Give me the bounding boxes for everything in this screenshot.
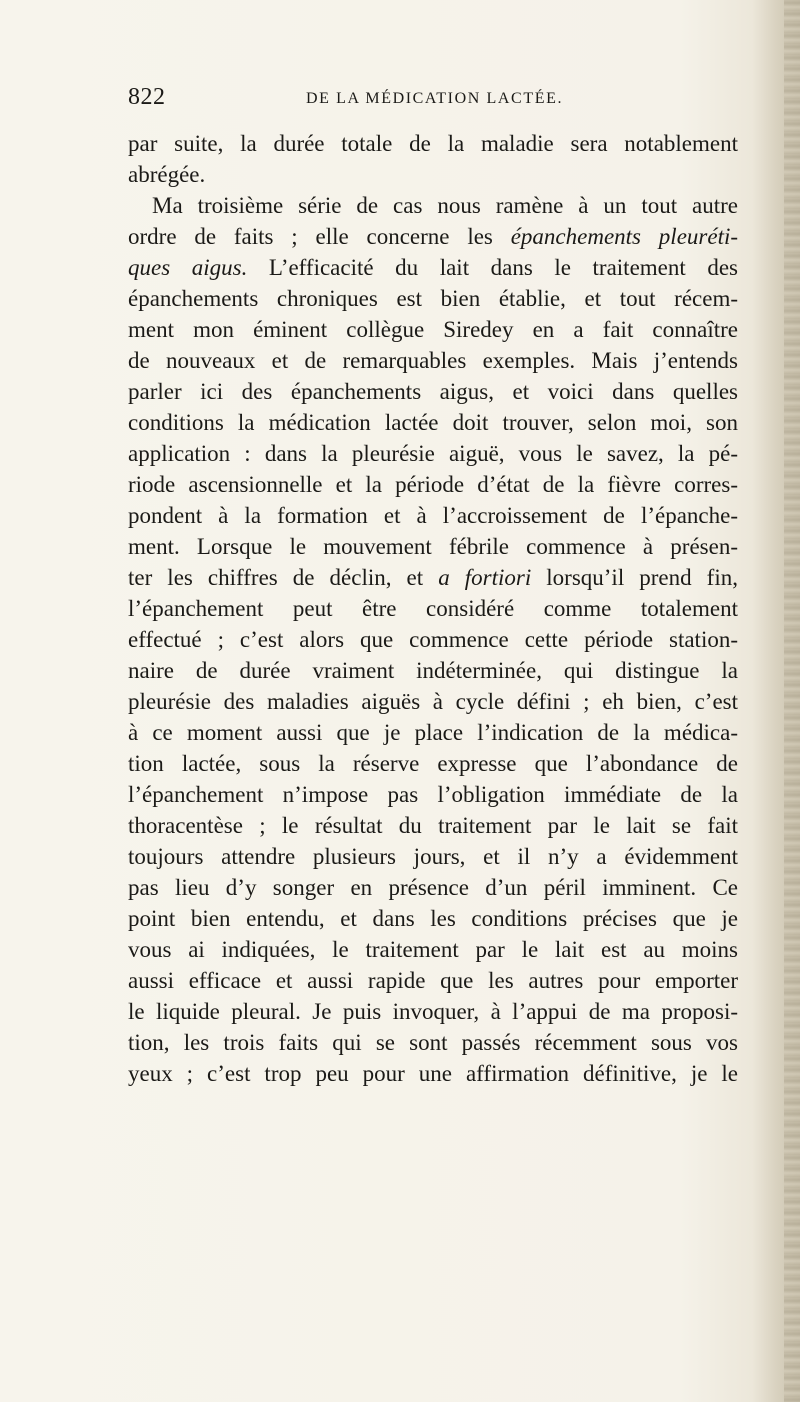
text-line: aussi efficace et aussi rapide que les autres pour emporter	[128, 968, 738, 993]
text-line: parler ici des épanchements aigus, et voici dans quelles	[128, 379, 738, 404]
text-line: ment. Lorsque le mouvement fébrile commence à présen-	[128, 534, 738, 559]
text-line: à ce moment aussi que je place l’indication de la médica-	[128, 720, 738, 745]
text-line: riode ascensionnelle et la période d’état de la fièvre corres-	[128, 472, 738, 497]
running-title: DE LA MÉDICATION LACTÉE.	[306, 90, 564, 107]
text-line: yeux ; c’est trop peu pour une affirmation définitive, je le	[128, 1061, 738, 1086]
text-line	[128, 252, 738, 283]
text-segment: ordre de faits ; elle concerne les	[128, 224, 511, 249]
text-line: de nouveaux et de remarquables exemples. Mais j’entends	[128, 348, 738, 373]
text-segment: lorsqu’il prend fin,	[531, 565, 738, 590]
text-line: toujours attendre plusieurs jours, et il n’y a évidemment	[128, 844, 738, 869]
text-line: le liquide pleural. Je puis invoquer, à l’appui de ma proposi-	[128, 999, 738, 1024]
text-line: Ma troisième série de cas nous ramène à un tout autre	[152, 193, 738, 218]
italic-phrase: a fortiori	[438, 565, 532, 590]
text-line: l’épanchement n’impose pas l’obligation immédiate de la	[128, 782, 738, 807]
text-line: ment mon éminent collègue Siredey en a fait connaître	[128, 317, 738, 342]
text-line: point bien entendu, et dans les conditions précises que je	[128, 906, 738, 931]
text-line: vous ai indiquées, le traitement par le lait est au moins	[128, 937, 738, 962]
text-line: tion lactée, sous la réserve expresse que l’abondance de	[128, 751, 738, 776]
page-header	[128, 84, 738, 114]
text-line: effectué ; c’est alors que commence cette période station-	[128, 627, 738, 652]
body-text	[128, 128, 738, 1089]
text-line	[128, 221, 738, 252]
text-line: abrégée.	[128, 162, 206, 187]
text-line: l’épanchement peut être considéré comme totalement	[128, 596, 738, 621]
text-line: application : dans la pleurésie aiguë, vous le savez, la pé-	[128, 441, 738, 466]
italic-phrase: ques aigus.	[128, 255, 248, 280]
text-line: thoracentèse ; le résultat du traitement par le lait se fait	[128, 813, 738, 838]
page-number: 822	[128, 84, 166, 110]
text-segment: ter les chiffres de déclin, et	[128, 565, 439, 590]
page-edge	[784, 0, 800, 1402]
text-line: tion, les trois faits qui se sont passés récemment sous vos	[128, 1030, 738, 1055]
text-line: par suite, la durée totale de la maladie sera notablement	[128, 131, 738, 156]
italic-phrase: épanchements pleuréti-	[510, 224, 739, 249]
text-line: pas lieu d’y songer en présence d’un péril imminent. Ce	[128, 875, 738, 900]
text-line: conditions la médication lactée doit trouver, selon moi, son	[128, 410, 738, 435]
text-line: épanchements chroniques est bien établie, et tout récem-	[128, 286, 738, 311]
text-segment: L’efficacité du lait dans le traitement des	[247, 255, 738, 280]
text-line	[128, 562, 738, 593]
text-line: pleurésie des maladies aiguës à cycle défini ; eh bien, c’est	[128, 689, 738, 714]
text-line: pondent à la formation et à l’accroissement de l’épanche-	[128, 503, 738, 528]
text-line: naire de durée vraiment indéterminée, qui distingue la	[128, 658, 738, 683]
